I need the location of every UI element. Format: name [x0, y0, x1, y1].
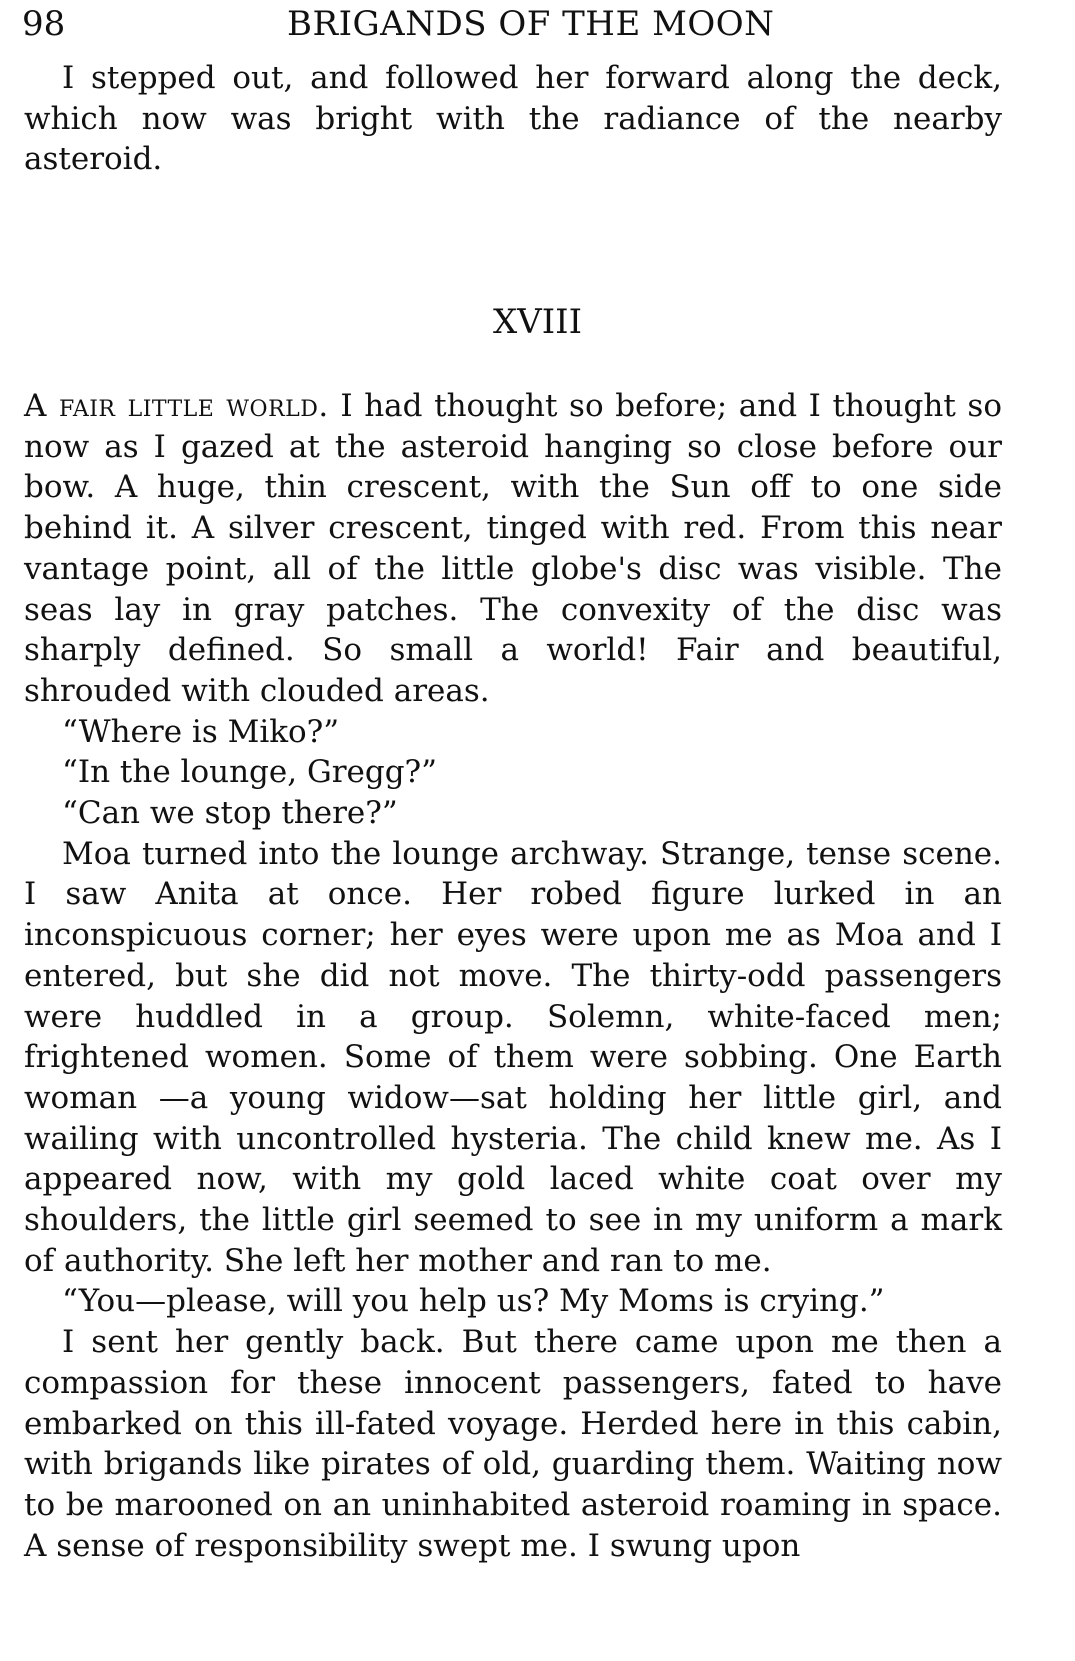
chapter-first-paragraph-text: I had thought so before; and I thought so now as I gazed at the asteroid hanging so close before our bow. A huge, thin crescent, with the Sun off to one side behind it. A silver crescent, tinged with red. From this near vantage point, all of the little globe's disc was visible. The seas lay in gray patches. The convexity of the disc was sharply defined. So small a world! Fair and beautiful, shrouded with clouded areas.: [24, 388, 1003, 709]
chapter-lead-in: A fair little world.: [24, 388, 329, 424]
chapter-heading: XVIII: [492, 302, 583, 342]
dialogue-line: “Can we stop there?”: [62, 795, 398, 832]
opening-paragraph: I stepped out, and followed her forward along the deck, which now was bright with the radiance of the nearby asteroid.: [24, 60, 1002, 178]
opening-paragraph-block: [24, 58, 1002, 180]
body-paragraph: “You—please, will you help us? My Moms is crying.”: [62, 1283, 885, 1320]
body-paragraph: I sent her gently back. But there came upon me then a compassion for these innocent passengers, fated to have embarked on this ill-fated voyage. Herded here in this cabin, with brigands like pirates of old, guarding them. Waiting now to be marooned on an uninhabited asteroid roaming in space. A sense of responsibility swept me. I swung upon: [24, 1324, 1002, 1564]
dialogue-line: “In the lounge, Gregg?”: [62, 754, 438, 791]
chapter-first-paragraph: [24, 386, 1002, 712]
running-title: BRIGANDS OF THE MOON: [287, 4, 775, 44]
body-paragraph: Moa turned into the lounge archway. Strange, tense scene. I saw Anita at once. Her robed figure lurked in an inconspicuous corner; her eyes were upon me as Moa and I entered, but she did not move. The thirty-odd passengers were huddled in a group. Solemn, white-faced men; frightened women. Some of them were sobbing. One Earth woman —a young widow—sat holding her little girl, and wailing with uncontrolled hysteria. The child knew me. As I appeared now, with my gold laced white coat over my shoulders, the little girl seemed to see in my uniform a mark of authority. She left her mother and ran to me.: [24, 835, 1002, 1279]
page-number: 98: [22, 4, 66, 44]
dialogue-line: “Where is Miko?”: [62, 713, 340, 750]
chapter-body: [24, 386, 1002, 1566]
page-header: [22, 4, 1022, 44]
